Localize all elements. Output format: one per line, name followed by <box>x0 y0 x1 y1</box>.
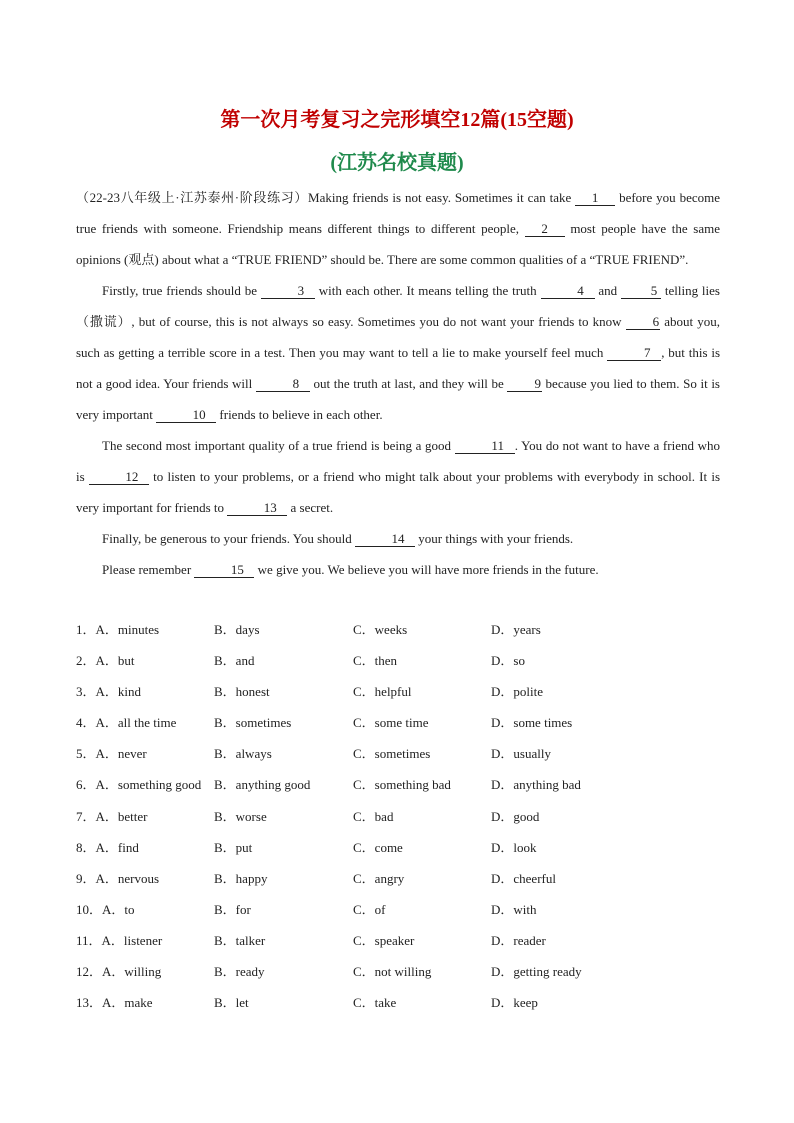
option-b[interactable]: B．days <box>214 622 260 637</box>
option-row <box>76 930 726 961</box>
option-c[interactable]: C．then <box>353 653 398 669</box>
paragraph-1 <box>76 182 720 275</box>
option-row <box>76 619 726 650</box>
option-d[interactable]: D．years <box>491 622 541 637</box>
passage-text: Making friends is not easy. Sometimes it can take <box>308 190 576 205</box>
option-a[interactable]: 4．A．all the time <box>76 715 177 731</box>
passage-text: out the truth at last, and they will be <box>309 376 508 391</box>
blank-7[interactable]: 7 <box>607 345 661 361</box>
option-b[interactable]: B．worse <box>214 808 267 824</box>
option-b[interactable]: B．happy <box>214 870 268 886</box>
option-b[interactable]: B．honest <box>214 684 270 700</box>
cloze-passage <box>76 182 720 585</box>
page-title: 第一次月考复习之完形填空12篇(15空题) <box>220 109 574 131</box>
option-d[interactable]: D．getting ready <box>491 964 582 980</box>
option-d[interactable]: D．anything bad <box>491 777 581 793</box>
page-subtitle: (江苏名校真题) <box>330 152 464 174</box>
source-label: （22-23八年级上·江苏泰州·阶段练习） <box>76 190 309 205</box>
passage-text: about you, such as getting a terrible score in a test. Then you may want to tell a lie to make yourself feel much <box>76 314 721 360</box>
passage-text: . You do not want to have a friend who is <box>76 438 720 484</box>
option-row <box>76 961 726 992</box>
option-d[interactable]: D．cheerful <box>491 870 556 886</box>
option-a[interactable]: 5．A．never <box>76 746 147 762</box>
option-d[interactable]: D．polite <box>491 684 543 700</box>
option-d[interactable]: D．some times <box>491 715 573 731</box>
option-c[interactable]: C．take <box>353 995 397 1011</box>
blank-8[interactable]: 8 <box>256 376 310 392</box>
passage-text: and <box>594 283 621 298</box>
option-b[interactable]: B．ready <box>214 964 265 980</box>
passage-text: a secret. <box>287 500 334 515</box>
blank-1[interactable]: 1 <box>575 190 615 206</box>
option-c[interactable]: C．something bad <box>353 777 451 793</box>
option-a[interactable]: 1．A．minutes <box>76 622 160 637</box>
option-d[interactable]: D．reader <box>491 932 546 948</box>
option-b[interactable]: B．anything good <box>214 777 311 793</box>
option-d[interactable]: D．with <box>491 901 537 917</box>
option-a[interactable]: 10．A．to <box>76 901 135 917</box>
paragraph-2 <box>76 275 720 430</box>
option-b[interactable]: B．for <box>214 901 251 917</box>
option-a[interactable]: 6．A．something good <box>76 777 202 793</box>
option-c[interactable]: C．some time <box>353 715 429 731</box>
blank-14[interactable]: 14 <box>355 531 415 547</box>
blank-6[interactable]: 6 <box>626 314 661 330</box>
blank-3[interactable]: 3 <box>261 283 315 299</box>
option-c[interactable]: C．sometimes <box>353 746 431 762</box>
passage-text: The second most important quality of a true friend is being a good <box>102 438 455 453</box>
option-row <box>76 774 726 805</box>
blank-11[interactable]: 11 <box>455 438 515 454</box>
option-d[interactable]: D．keep <box>491 995 538 1011</box>
passage-text: before you become true friends with someone. Friendship means different things to different people, <box>76 190 720 236</box>
paragraph-5 <box>76 554 720 585</box>
option-c[interactable]: C．speaker <box>353 932 415 948</box>
passage-text: Finally, be generous to your friends. You should <box>102 531 356 546</box>
blank-5[interactable]: 5 <box>621 283 661 299</box>
option-d[interactable]: D．look <box>491 839 537 855</box>
option-a[interactable]: 11．A．listener <box>76 932 163 948</box>
option-d[interactable]: D．good <box>491 808 540 824</box>
blank-15[interactable]: 15 <box>194 562 254 578</box>
option-c[interactable]: C．of <box>353 901 386 917</box>
passage-text: most people have the same opinions (观点) about what a “TRUE FRIEND” should be. There are some common qualities of a “TRUE FRIEND”. <box>76 221 720 267</box>
option-b[interactable]: B．let <box>214 995 249 1011</box>
passage-text: because you lied to them. So it is very important <box>76 376 720 422</box>
option-row <box>76 743 726 774</box>
answer-options <box>76 619 726 1023</box>
option-a[interactable]: 7．A．better <box>76 808 148 824</box>
paragraph-4 <box>76 523 720 554</box>
blank-13[interactable]: 13 <box>227 500 287 516</box>
option-d[interactable]: D．usually <box>491 746 551 762</box>
blank-2[interactable]: 2 <box>525 221 565 237</box>
option-a[interactable]: 12．A．willing <box>76 964 162 980</box>
blank-10[interactable]: 10 <box>156 407 216 423</box>
option-c[interactable]: C．angry <box>353 870 405 886</box>
passage-text: Firstly, true friends should be <box>102 283 261 298</box>
option-row <box>76 837 726 868</box>
blank-9[interactable]: 9 <box>507 376 542 392</box>
option-b[interactable]: B．put <box>214 839 253 855</box>
option-a[interactable]: 8．A．find <box>76 839 139 855</box>
option-row <box>76 712 726 743</box>
passage-text: telling lies（撒谎）, but of course, this is not always so easy. Sometimes you do not want your friends to know <box>76 283 720 329</box>
option-a[interactable]: 13．A．make <box>76 995 153 1011</box>
option-row <box>76 681 726 712</box>
option-a[interactable]: 2．A．but <box>76 653 135 669</box>
blank-4[interactable]: 4 <box>541 283 595 299</box>
option-row <box>76 868 726 899</box>
option-b[interactable]: B．always <box>214 746 272 762</box>
option-row <box>76 650 726 681</box>
option-b[interactable]: B．talker <box>214 932 266 948</box>
option-c[interactable]: C．not willing <box>353 964 432 980</box>
option-row <box>76 806 726 837</box>
passage-text: friends to believe in each other. <box>216 407 383 422</box>
option-row <box>76 992 726 1023</box>
option-row <box>76 899 726 930</box>
blank-12[interactable]: 12 <box>89 469 149 485</box>
option-d[interactable]: D．so <box>491 653 525 669</box>
passage-text: with each other. It means telling the truth <box>314 283 541 298</box>
option-b[interactable]: B．sometimes <box>214 715 292 731</box>
paragraph-3 <box>76 430 720 523</box>
option-a[interactable]: 9．A．nervous <box>76 870 160 886</box>
option-c[interactable]: C．bad <box>353 808 394 824</box>
option-c[interactable]: C．weeks <box>353 622 408 637</box>
passage-text: , but this is not a good idea. Your friends will <box>76 345 720 391</box>
passage-text: we give you. We believe you will have more friends in the future. <box>254 562 599 577</box>
option-a[interactable]: 3．A．kind <box>76 684 142 700</box>
option-c[interactable]: C．helpful <box>353 684 412 700</box>
passage-text: Please remember <box>102 562 195 577</box>
passage-text: your things with your friends. <box>415 531 574 546</box>
option-c[interactable]: C．come <box>353 839 403 855</box>
passage-text: to listen to your problems, or a friend who might talk about your problems with everybody in school. It is very important for friends to <box>76 469 721 515</box>
option-b[interactable]: B．and <box>214 653 255 669</box>
